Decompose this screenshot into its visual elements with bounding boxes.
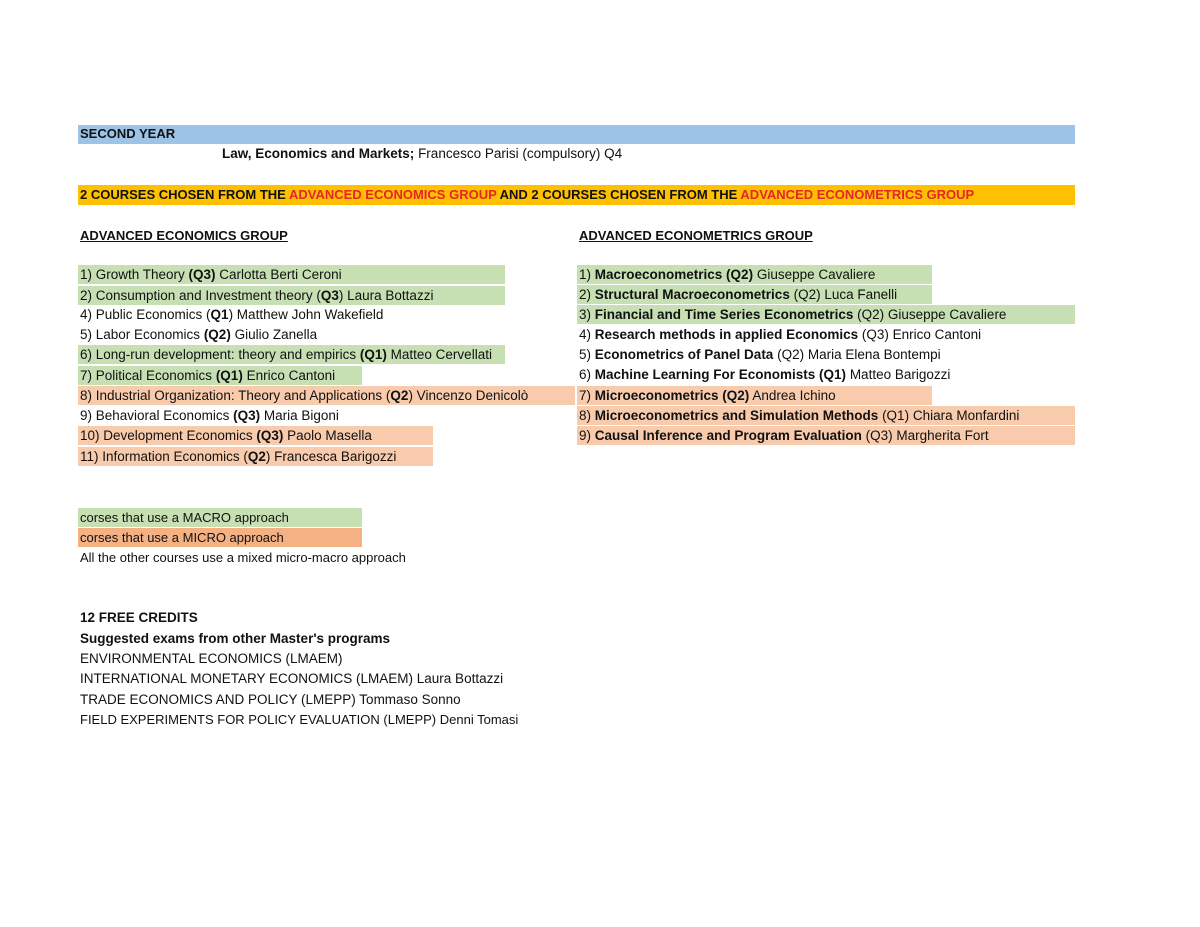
rule-part-1: 2 COURSES CHOSEN FROM THE [80, 187, 289, 202]
list-item: 5) Econometrics of Panel Data (Q2) Maria Elena Bontempi [579, 347, 941, 362]
list-item: 8) Industrial Organization: Theory and Applications (Q2) Vincenzo Denicolò [78, 386, 575, 405]
list-item: 10) Development Economics (Q3) Paolo Masella [78, 426, 433, 445]
list-item: 11) Information Economics (Q2) Francesca Barigozzi [78, 447, 433, 466]
list-item: 2) Structural Macroeconometrics (Q2) Luca Fanelli [577, 285, 932, 304]
legend-mixed: All the other courses use a mixed micro-macro approach [80, 550, 406, 565]
list-item: 6) Machine Learning For Economists (Q1) Matteo Barigozzi [579, 367, 951, 382]
metrics-group-title: ADVANCED ECONOMETRICS GROUP [579, 228, 813, 243]
compulsory-course [222, 146, 622, 161]
list-item: TRADE ECONOMICS AND POLICY (LMEPP) Tommaso Sonno [80, 692, 461, 707]
list-item: 4) Research methods in applied Economics (Q3) Enrico Cantoni [579, 327, 982, 342]
list-item: 7) Microeconometrics (Q2) Andrea Ichino [577, 386, 932, 405]
list-item: 7) Political Economics (Q1) Enrico Cantoni [78, 366, 362, 385]
list-item: 9) Behavioral Economics (Q3) Maria Bigoni [80, 408, 339, 423]
list-item: 1) Growth Theory (Q3) Carlotta Berti Ceroni [78, 265, 505, 284]
rule-part-4: ADVANCED ECONOMETRICS GROUP [740, 187, 975, 202]
list-item: 2) Consumption and Investment theory (Q3) Laura Bottazzi [78, 286, 505, 305]
list-item: 6) Long-run development: theory and empirics (Q1) Matteo Cervellati [78, 345, 505, 364]
list-item: 8) Microeconometrics and Simulation Methods (Q1) Chiara Monfardini [577, 406, 1075, 425]
list-item: 4) Public Economics (Q1) Matthew John Wakefield [80, 307, 384, 322]
list-item: FIELD EXPERIMENTS FOR POLICY EVALUATION (LMEPP) Denni Tomasi [80, 712, 519, 727]
list-item: 3) Financial and Time Series Econometrics (Q2) Giuseppe Cavaliere [577, 305, 1075, 324]
list-item: 1) Macroeconometrics (Q2) Giuseppe Cavaliere [577, 265, 932, 284]
selection-rule [80, 187, 974, 202]
legend-micro: corses that use a MICRO approach [78, 528, 362, 547]
rule-part-2: ADVANCED ECONOMICS GROUP [288, 187, 497, 202]
econ-group-title: ADVANCED ECONOMICS GROUP [80, 228, 288, 243]
list-item: ENVIRONMENTAL ECONOMICS (LMAEM) [80, 651, 343, 666]
list-item: 9) Causal Inference and Program Evaluation (Q3) Margherita Fort [577, 426, 1075, 445]
list-item: 5) Labor Economics (Q2) Giulio Zanella [80, 327, 318, 342]
compulsory-course-detail: Francesco Parisi (compulsory) Q4 [414, 146, 623, 161]
list-item: INTERNATIONAL MONETARY ECONOMICS (LMAEM) Laura Bottazzi [80, 671, 504, 686]
second-year-band [78, 125, 1075, 144]
free-credits-subtitle: Suggested exams from other Master's programs [80, 631, 391, 646]
compulsory-course-name: Law, Economics and Markets; [222, 146, 415, 161]
free-credits-title: 12 FREE CREDITS [80, 610, 198, 625]
legend-macro: corses that use a MACRO approach [78, 508, 362, 527]
rule-part-3: AND 2 COURSES CHOSEN FROM THE [496, 187, 741, 202]
section-title: SECOND YEAR [80, 126, 176, 141]
